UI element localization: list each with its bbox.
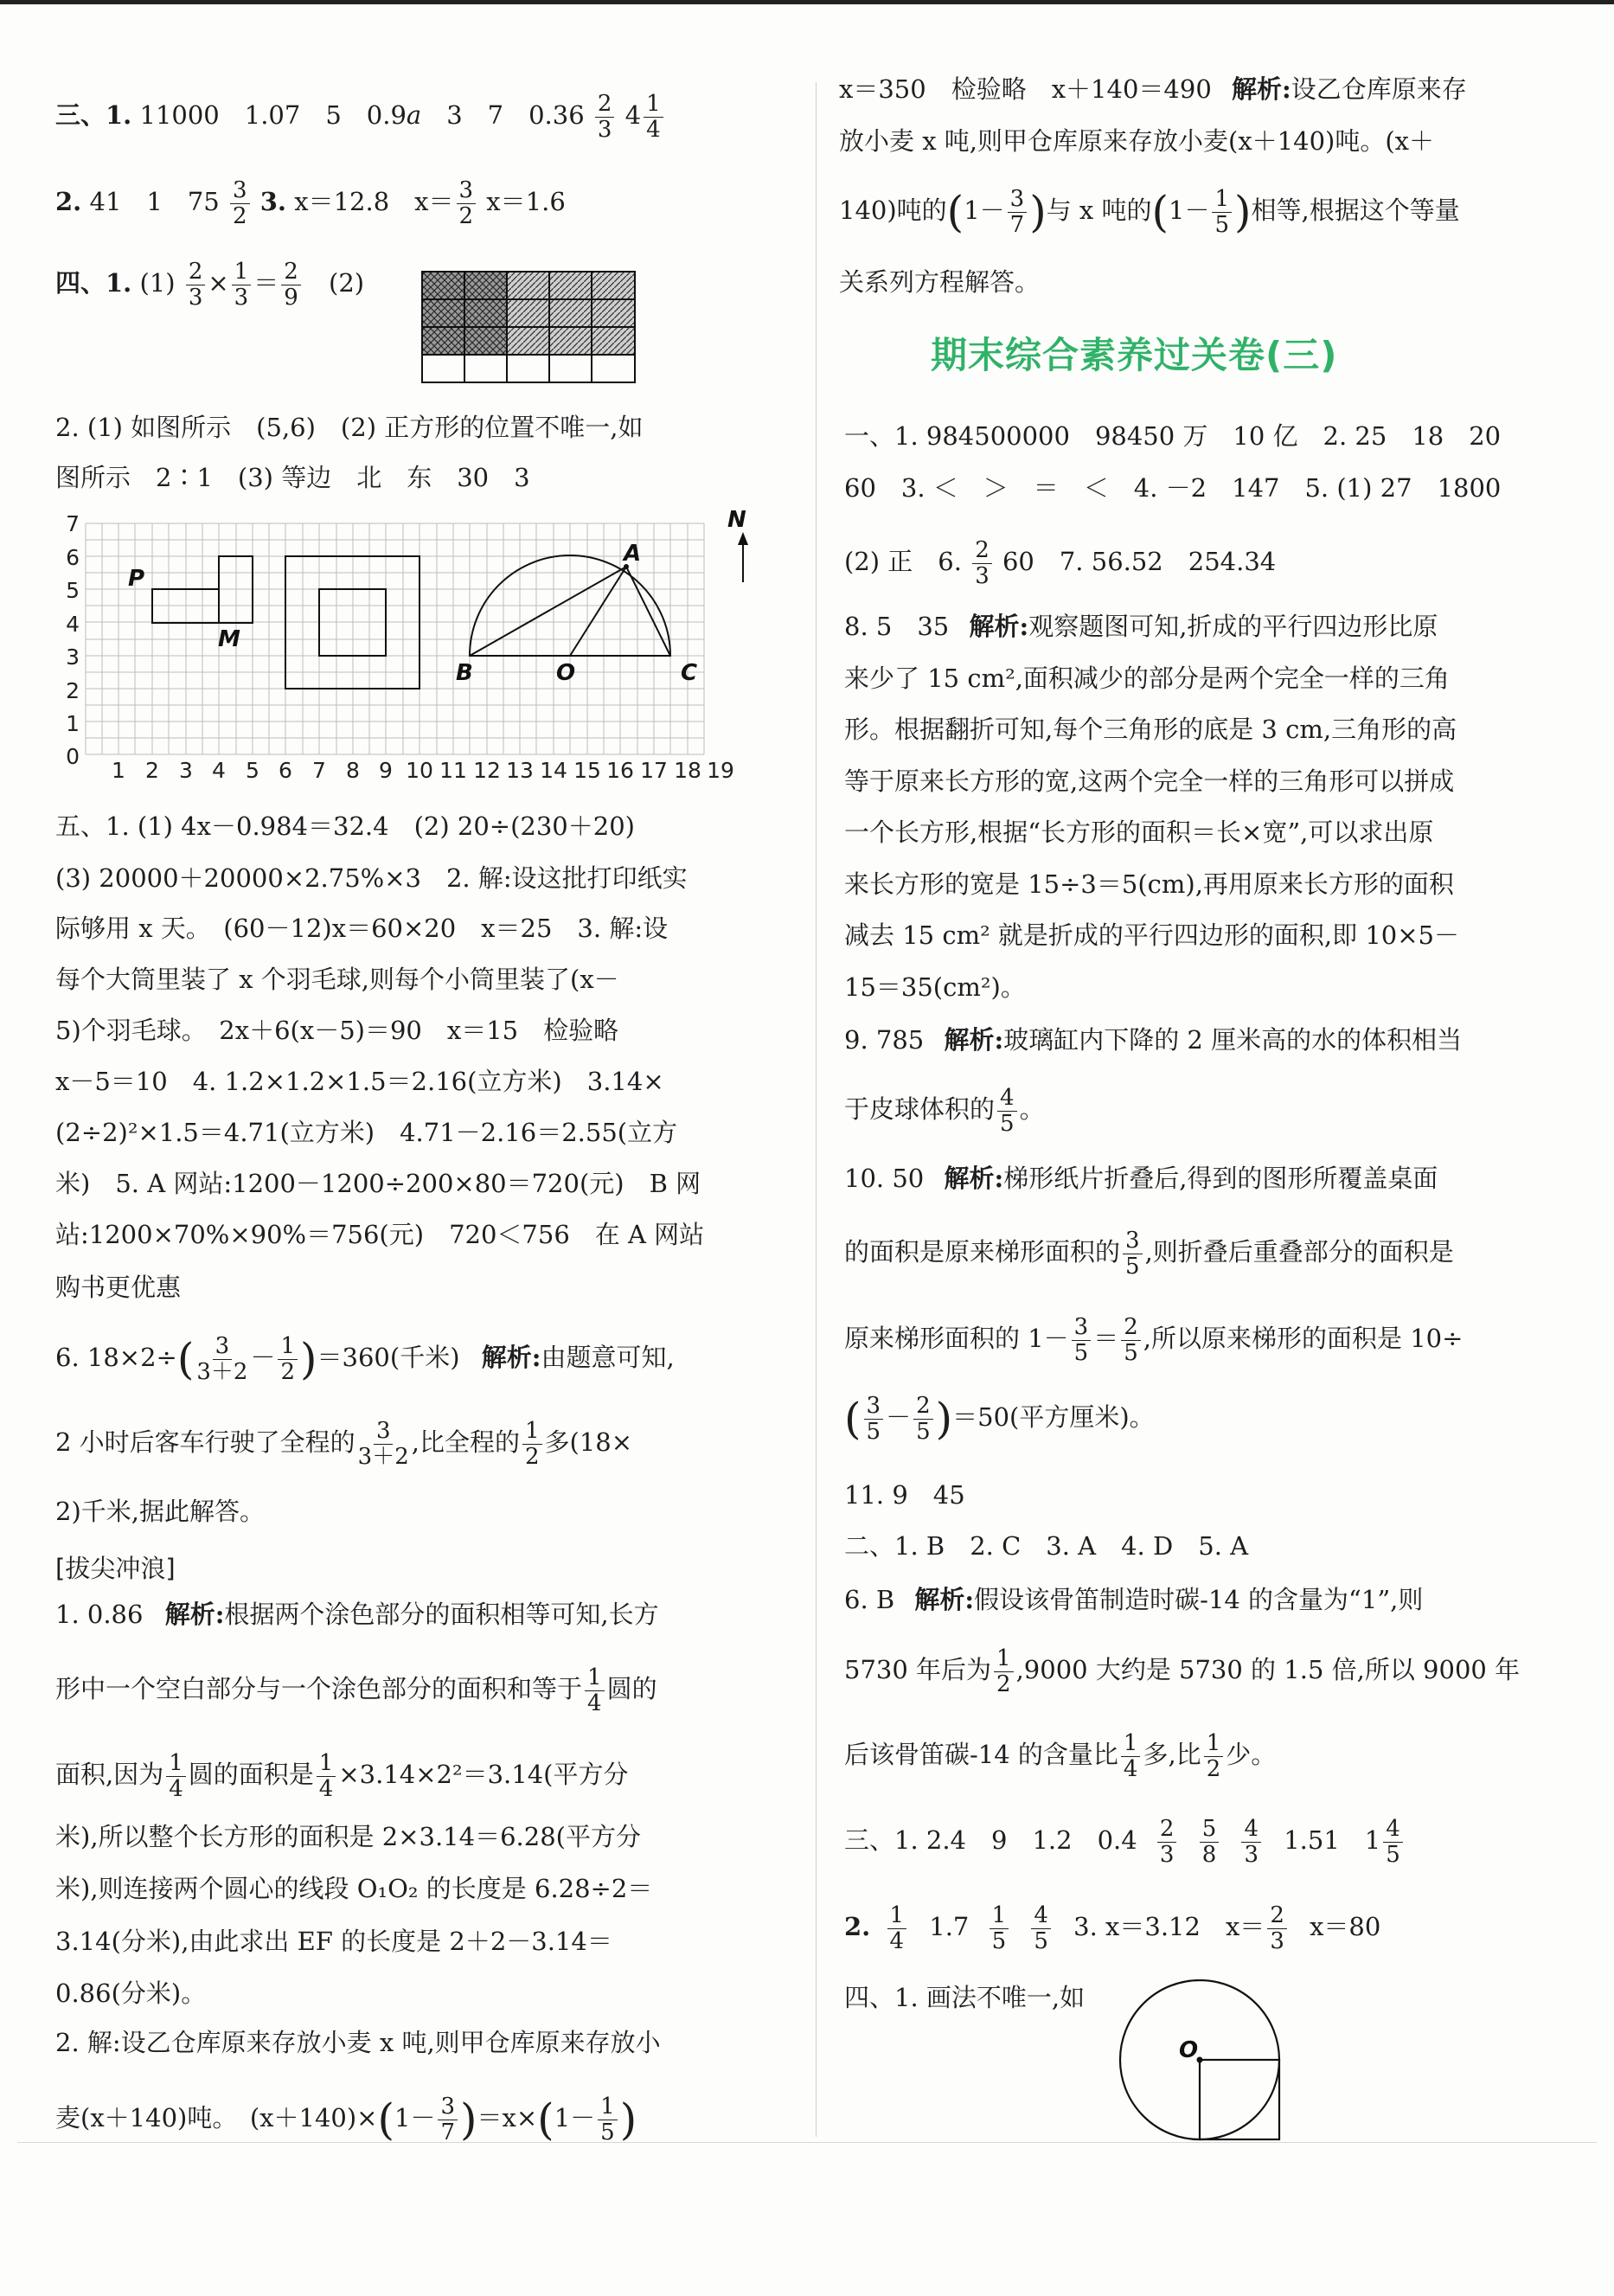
- answer-line: 于皮球体积的 $\frac{4}{5}$ 。: [844, 1085, 1045, 1137]
- answer-line: 2. 41 1 75 $\frac{3}{2}$ 3. x＝12.8 x＝ $\frac{3}{2}$ x＝1.6: [55, 177, 566, 229]
- answer-line: 麦(x＋140)吨。 (x＋140)×(1－ $\frac{3}{7}$ )＝x×(1－ $\frac{1}{5}$ ): [55, 2093, 637, 2145]
- y-tick-label: 2: [66, 678, 80, 703]
- x-tick-label: 14: [540, 758, 567, 783]
- answer-line: 140)吨的(1－ $\frac{3}{7}$ )与 x 吨的(1－ $\frac{1}{5}$ )相等,根据这个等量: [839, 185, 1460, 238]
- answer-line: 三、1. 11000 1.07 5 0.9a 3 7 0.36 $\frac{2}{3}$ 4 $\frac{1}{4}$: [55, 92, 666, 142]
- answer-line: 2)千米,据此解答。: [55, 1497, 265, 1526]
- answer-line: 购书更优惠: [55, 1273, 182, 1302]
- answer-line: 站:1200×70%×90%＝756(元) 720＜756 在 A 网站: [55, 1220, 705, 1249]
- answer-line: 形。根据翻折可知,每个三角形的底是 3 cm,三角形的高: [844, 715, 1457, 744]
- y-tick-label: 6: [66, 545, 80, 570]
- x-tick-label: 16: [606, 758, 634, 783]
- section-tag: [拔尖冲浪]: [55, 1554, 176, 1583]
- x-tick-label: 9: [379, 758, 393, 783]
- answer-line: (3) 20000＋20000×2.75%×3 2. 解:设这批打印纸实: [55, 863, 688, 893]
- shaded-grid-figure: [420, 270, 637, 384]
- answer-line: 米),所以整个长方形的面积是 2×3.14＝6.28(平方分: [55, 1822, 641, 1851]
- x-tick-label: 2: [145, 758, 159, 783]
- answer-line: 际够用 x 天。 (60－12)x＝60×20 x＝25 3. 解:设: [55, 914, 669, 943]
- answer-line: 的面积是原来梯形面积的 $\frac{3}{5}$ ,则折叠后重叠部分的面积是: [844, 1228, 1454, 1279]
- x-tick-label: 3: [179, 758, 193, 783]
- answer-line: 四、1. (1) $\frac{2}{3}$ × $\frac{1}{3}$ ＝ $\frac{2}{9}$ (2): [55, 259, 365, 311]
- y-tick-label: 5: [66, 578, 80, 603]
- answer-line: 15＝35(cm²)。: [844, 972, 1026, 1002]
- column-divider: [816, 82, 817, 2137]
- point-label-m: M: [218, 626, 240, 652]
- point-label-c: C: [681, 660, 698, 686]
- north-label: N: [727, 507, 746, 533]
- answer-line: 来少了 15 cm²,面积减少的部分是两个完全一样的三角: [844, 664, 1450, 693]
- answer-line: 6. 18×2÷( $\frac{3}{3+2}$ － $\frac{1}{2}$ )＝360(千米) 解析:由题意可知,: [55, 1332, 675, 1385]
- point-label-a: A: [624, 541, 642, 567]
- answer-line: 2. (1) 如图所示 (5,6) (2) 正方形的位置不唯一,如: [55, 413, 644, 442]
- answer-line: 2 小时后客车行驶了全程的 $\frac{3}{3+2}$ ,比全程的 $\frac{1}{2}$ 多(18×: [55, 1418, 633, 1470]
- answer-line: x－5＝10 4. 1.2×1.2×1.5＝2.16(立方米) 3.14×: [55, 1067, 664, 1096]
- answer-line: (2÷2)²×1.5＝4.71(立方米) 4.71－2.16＝2.55(立方: [55, 1118, 678, 1147]
- answer-line: 四、1. 画法不唯一,如: [844, 1983, 1086, 2012]
- circle-square-figure: [1116, 1979, 1297, 2144]
- answer-line: 2. $\frac{1}{4}$ 1.7 $\frac{1}{5}$ $\frac{4}{5}$ 3. x＝3.12 x＝ $\frac{2}{3}$ x＝80: [844, 1902, 1381, 1954]
- answer-line: 减去 15 cm² 就是折成的平行四边形的面积,即 10×5－: [844, 920, 1460, 950]
- page-top-edge: [0, 0, 1614, 4]
- answer-line: x＝350 检验略 x＋140＝490 解析:设乙仓库原来存: [839, 74, 1467, 104]
- x-tick-label: 4: [212, 758, 226, 783]
- answer-line: 9. 785 解析:玻璃缸内下降的 2 厘米高的水的体积相当: [844, 1025, 1463, 1055]
- answer-line: 二、1. B 2. C 3. A 4. D 5. A: [844, 1531, 1249, 1561]
- answer-line: 来长方形的宽是 15÷3＝5(cm),再用原来长方形的面积: [844, 869, 1454, 899]
- answer-line: 三、1. 2.4 9 1.2 0.4 $\frac{2}{3}$ $\frac{5}{8}$ $\frac{4}{3}$ 1.51 1 $\frac{4}{5}$: [844, 1817, 1406, 1867]
- answer-line: 等于原来长方形的宽,这两个完全一样的三角形可以拼成: [844, 766, 1455, 796]
- answer-line: 0.86(分米)。: [55, 1979, 207, 2008]
- answer-line: 原来梯形面积的 1－ $\frac{3}{5}$ ＝ $\frac{2}{5}$ ,所以原来梯形的面积是 10÷: [844, 1314, 1463, 1366]
- answer-line: 1. 0.86 解析:根据两个涂色部分的面积相等可知,长方: [55, 1600, 659, 1629]
- x-tick-label: 13: [506, 758, 534, 783]
- answer-line: 米),则连接两个圆心的线段 O₁O₂ 的长度是 6.28÷2＝: [55, 1874, 653, 1903]
- answer-line: 60 3. ＜ ＞ ＝ ＜ 4. －2 147 5. (1) 27 1800: [844, 473, 1502, 503]
- x-tick-label: 7: [312, 758, 326, 783]
- x-tick-label: 19: [707, 758, 734, 783]
- x-tick-label: 17: [640, 758, 668, 783]
- answer-line: 2. 解:设乙仓库原来存放小麦 x 吨,则甲仓库原来存放小: [55, 2028, 661, 2057]
- answer-line: 一、1. 984500000 98450 万 10 亿 2. 25 18 20: [844, 421, 1502, 451]
- y-tick-label: 4: [66, 612, 80, 637]
- point-label-b: B: [456, 660, 473, 686]
- point-label-o: O: [556, 660, 576, 686]
- x-tick-label: 18: [674, 758, 701, 783]
- answer-line: 每个大筒里装了 x 个羽毛球,则每个小筒里装了(x－: [55, 965, 619, 994]
- y-tick-label: 1: [66, 711, 80, 736]
- answer-line: 面积,因为 $\frac{1}{4}$ 圆的面积是 $\frac{1}{4}$ ×3.14×2²＝3.14(平方分: [55, 1750, 629, 1802]
- answer-line: 3.14(分米),由此求出 EF 的长度是 2＋2－3.14＝: [55, 1927, 612, 1956]
- section-title: 期末综合素养过关卷(三): [931, 334, 1338, 376]
- answer-line: 五、1. (1) 4x－0.984＝32.4 (2) 20÷(230＋20): [55, 811, 635, 841]
- answer-line: 一个长方形,根据“长方形的面积＝长×宽”,可以求出原: [844, 818, 1434, 847]
- answer-line: 米) 5. A 网站:1200－1200÷200×80＝720(元) B 网: [55, 1169, 701, 1198]
- answer-line: 11. 9 45: [844, 1480, 965, 1510]
- x-tick-label: 15: [573, 758, 601, 783]
- answer-line: ( $\frac{3}{5}$ － $\frac{2}{5}$ )＝50(平方厘米)。: [844, 1392, 1155, 1445]
- north-arrow-icon: [738, 532, 748, 582]
- answer-line: 放小麦 x 吨,则甲仓库原来存放小麦(x＋140)吨。(x＋: [839, 126, 1435, 156]
- x-tick-label: 1: [112, 758, 125, 783]
- answer-line: 6. B 解析:假设该骨笛制造时碳-14 的含量为“1”,则: [844, 1585, 1424, 1614]
- answer-line: 10. 50 解析:梯形纸片折叠后,得到的图形所覆盖桌面: [844, 1164, 1438, 1193]
- answer-line: 形中一个空白部分与一个涂色部分的面积和等于 $\frac{1}{4}$ 圆的: [55, 1664, 657, 1716]
- x-tick-label: 11: [439, 758, 467, 783]
- center-label-o: O: [1179, 2037, 1199, 2063]
- x-tick-label: 5: [246, 758, 259, 783]
- y-tick-label: 0: [66, 744, 80, 769]
- x-tick-label: 8: [346, 758, 360, 783]
- x-tick-label: 10: [406, 758, 433, 783]
- answer-line: 图所示 2∶1 (3) 等边 北 东 30 3: [55, 463, 530, 492]
- answer-line: 5730 年后为 $\frac{1}{2}$ ,9000 大约是 5730 的 1.5 倍,所以 9000 年: [844, 1645, 1521, 1697]
- point-label-p: P: [128, 566, 145, 592]
- answer-line: 后该骨笛碳-14 的含量比 $\frac{1}{4}$ 多,比 $\frac{1}{2}$ 少。: [844, 1730, 1277, 1782]
- y-tick-label: 3: [66, 645, 80, 670]
- answer-line: 5)个羽毛球。 2x＋6(x－5)＝90 x＝15 检验略: [55, 1016, 619, 1045]
- x-tick-label: 12: [473, 758, 501, 783]
- x-tick-label: 6: [279, 758, 292, 783]
- answer-line: 8. 5 35 解析:观察题图可知,折成的平行四边形比原: [844, 612, 1438, 641]
- coordinate-grid-figure: [35, 506, 778, 787]
- answer-line: 关系列方程解答。: [839, 267, 1041, 297]
- answer-line: (2) 正 6. $\frac{2}{3}$ 60 7. 56.52 254.34: [844, 537, 1277, 589]
- y-tick-label: 7: [66, 511, 80, 536]
